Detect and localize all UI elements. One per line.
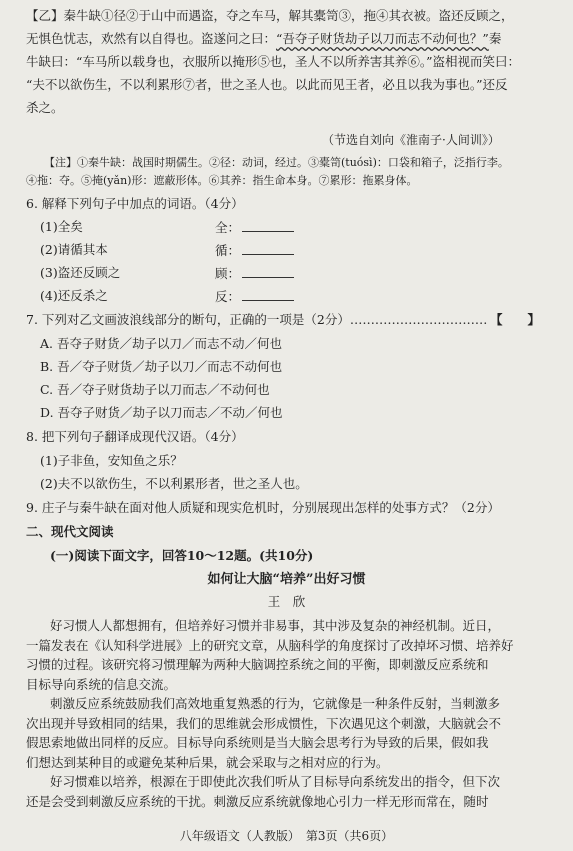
question-6-stem: 6. 解释下列句子中加点的词语。（4分） [26, 196, 244, 211]
q6-item: (1)全矣 [40, 219, 83, 234]
passage-line: 牛缺曰：“车马所以载身也，衣服所以掩形⑤也，圣人不以所养害其养⑥。”盗相视而笑曰： [26, 54, 521, 69]
section-subheading: (一)阅读下面文字，回答10～12题。(共10分) [50, 548, 314, 563]
article-line: 目标导向系统的信息交流。 [26, 676, 177, 692]
article-line: 好习惯难以培养，根源在于即使此次我们听从了目标导向系统发出的指令，但下次 [50, 774, 501, 789]
answer-bracket[interactable]: 【 】 [490, 312, 541, 327]
q8-item: (1)子非鱼，安知鱼之乐？ [40, 453, 183, 468]
passage-line: 杀之。 [26, 100, 64, 115]
article-line: 还是会受到刺激反应系统的干扰。刺激反应系统就像地心引力一样无形而常在，随时 [26, 793, 489, 809]
notes-line: ④拖：夺。⑤掩(yǎn)形：遮蔽形体。⑥其养：指生命本身。⑦累形：拖累身体。 [26, 174, 418, 187]
q6-item: (3)盗还反顾之 [40, 265, 121, 280]
q8-item: (2)夫不以欲伤生，不以利累形者，世之圣人也。 [40, 476, 308, 491]
article-line: 一篇发表在《认知科学进展》上的研究文章，从脑科学的角度探讨了改掉坏习惯、培养好 [26, 637, 514, 653]
passage-line: “夫不以欲伤生，不以利累形⑦者，世之圣人也。以此而见王者，必且以我为事也。”还反 [26, 77, 508, 92]
article-line: 次出现并导致相同的结果，我们的思维就会形成惯性，下次遇见这个刺激，大脑就会不 [26, 715, 502, 731]
question-8-stem: 8. 把下列句子翻译成现代汉语。（4分） [26, 429, 244, 444]
option-b: B. 吾／夺子财货／劫子以刀／而志不动何也 [40, 359, 283, 374]
passage-line: 无惧色忧志，欢然有以自得也。盗遂问之曰：“吾夺子财货劫子以刀而志不动何也？”秦 [26, 31, 502, 46]
answer-blank[interactable] [242, 265, 294, 278]
answer-blank[interactable] [242, 288, 294, 301]
q6-answer: 全： [215, 219, 294, 236]
option-c: C. 吾／夺子财货劫子以刀而志／不动何也 [40, 382, 270, 397]
passage-line: 【乙】秦牛缺①径②于山中而遇盗，夺之车马，解其橐笥③，拖④其衣被。盗还反顾之， [26, 8, 514, 23]
page-footer: 八年级语文（人教版） 第3页（共6页） [179, 829, 394, 843]
source-citation: （节选自刘向《淮南子·人间训》） [322, 133, 500, 147]
article-title: 如何让大脑“培养”出好习惯 [207, 572, 366, 587]
option-a: A. 吾夺子财货／劫子以刀／而志不动／何也 [40, 336, 282, 351]
q6-answer: 循： [215, 242, 294, 259]
article-author: 王 欣 [267, 594, 306, 609]
section-heading: 二、现代文阅读 [26, 524, 114, 539]
article-line: 们想达到某种目的或避免某种后果，就会采取与之相对应的行为。 [26, 754, 389, 770]
q6-answer: 反： [215, 288, 294, 305]
question-7-stem: 7. 下列对乙文画波浪线部分的断句，正确的一项是（2分）…………………………… [26, 312, 488, 327]
question-9-stem: 9. 庄子与秦牛缺在面对他人质疑和现实危机时，分别展现出怎样的处事方式？（2分） [26, 500, 500, 515]
q6-item: (4)还反杀之 [40, 288, 108, 303]
article-line: 习惯的过程。该研究将习惯理解为两种大脑调控系统之间的平衡，即刺激反应系统和 [26, 657, 489, 672]
q6-answer: 顾： [215, 265, 294, 282]
notes-line: 【注】①秦牛缺：战国时期儒生。②径：动词，经过。③橐笥(tuósì)：口袋和箱子，泛指行李。 [44, 156, 509, 169]
option-d: D. 吾夺子财货／劫子以刀而志／不动／何也 [40, 405, 283, 420]
article-line: 好习惯人人都想拥有，但培养好习惯并非易事，其中涉及复杂的神经机制。近日， [50, 618, 501, 633]
article-line: 刺激反应系统鼓励我们高效地重复熟悉的行为，它就像是一种条件反射，当刺激多 [50, 696, 501, 711]
wavy-underlined-sentence: “吾夺子财货劫子以刀而志不动何也？” [276, 31, 489, 46]
answer-blank[interactable] [242, 242, 294, 255]
answer-blank[interactable] [242, 219, 294, 232]
q6-item: (2)请循其本 [40, 242, 108, 257]
article-line: 假思索地做出同样的反应。目标导向系统则是当大脑会思考行为导致的后果，假如我 [26, 735, 489, 750]
